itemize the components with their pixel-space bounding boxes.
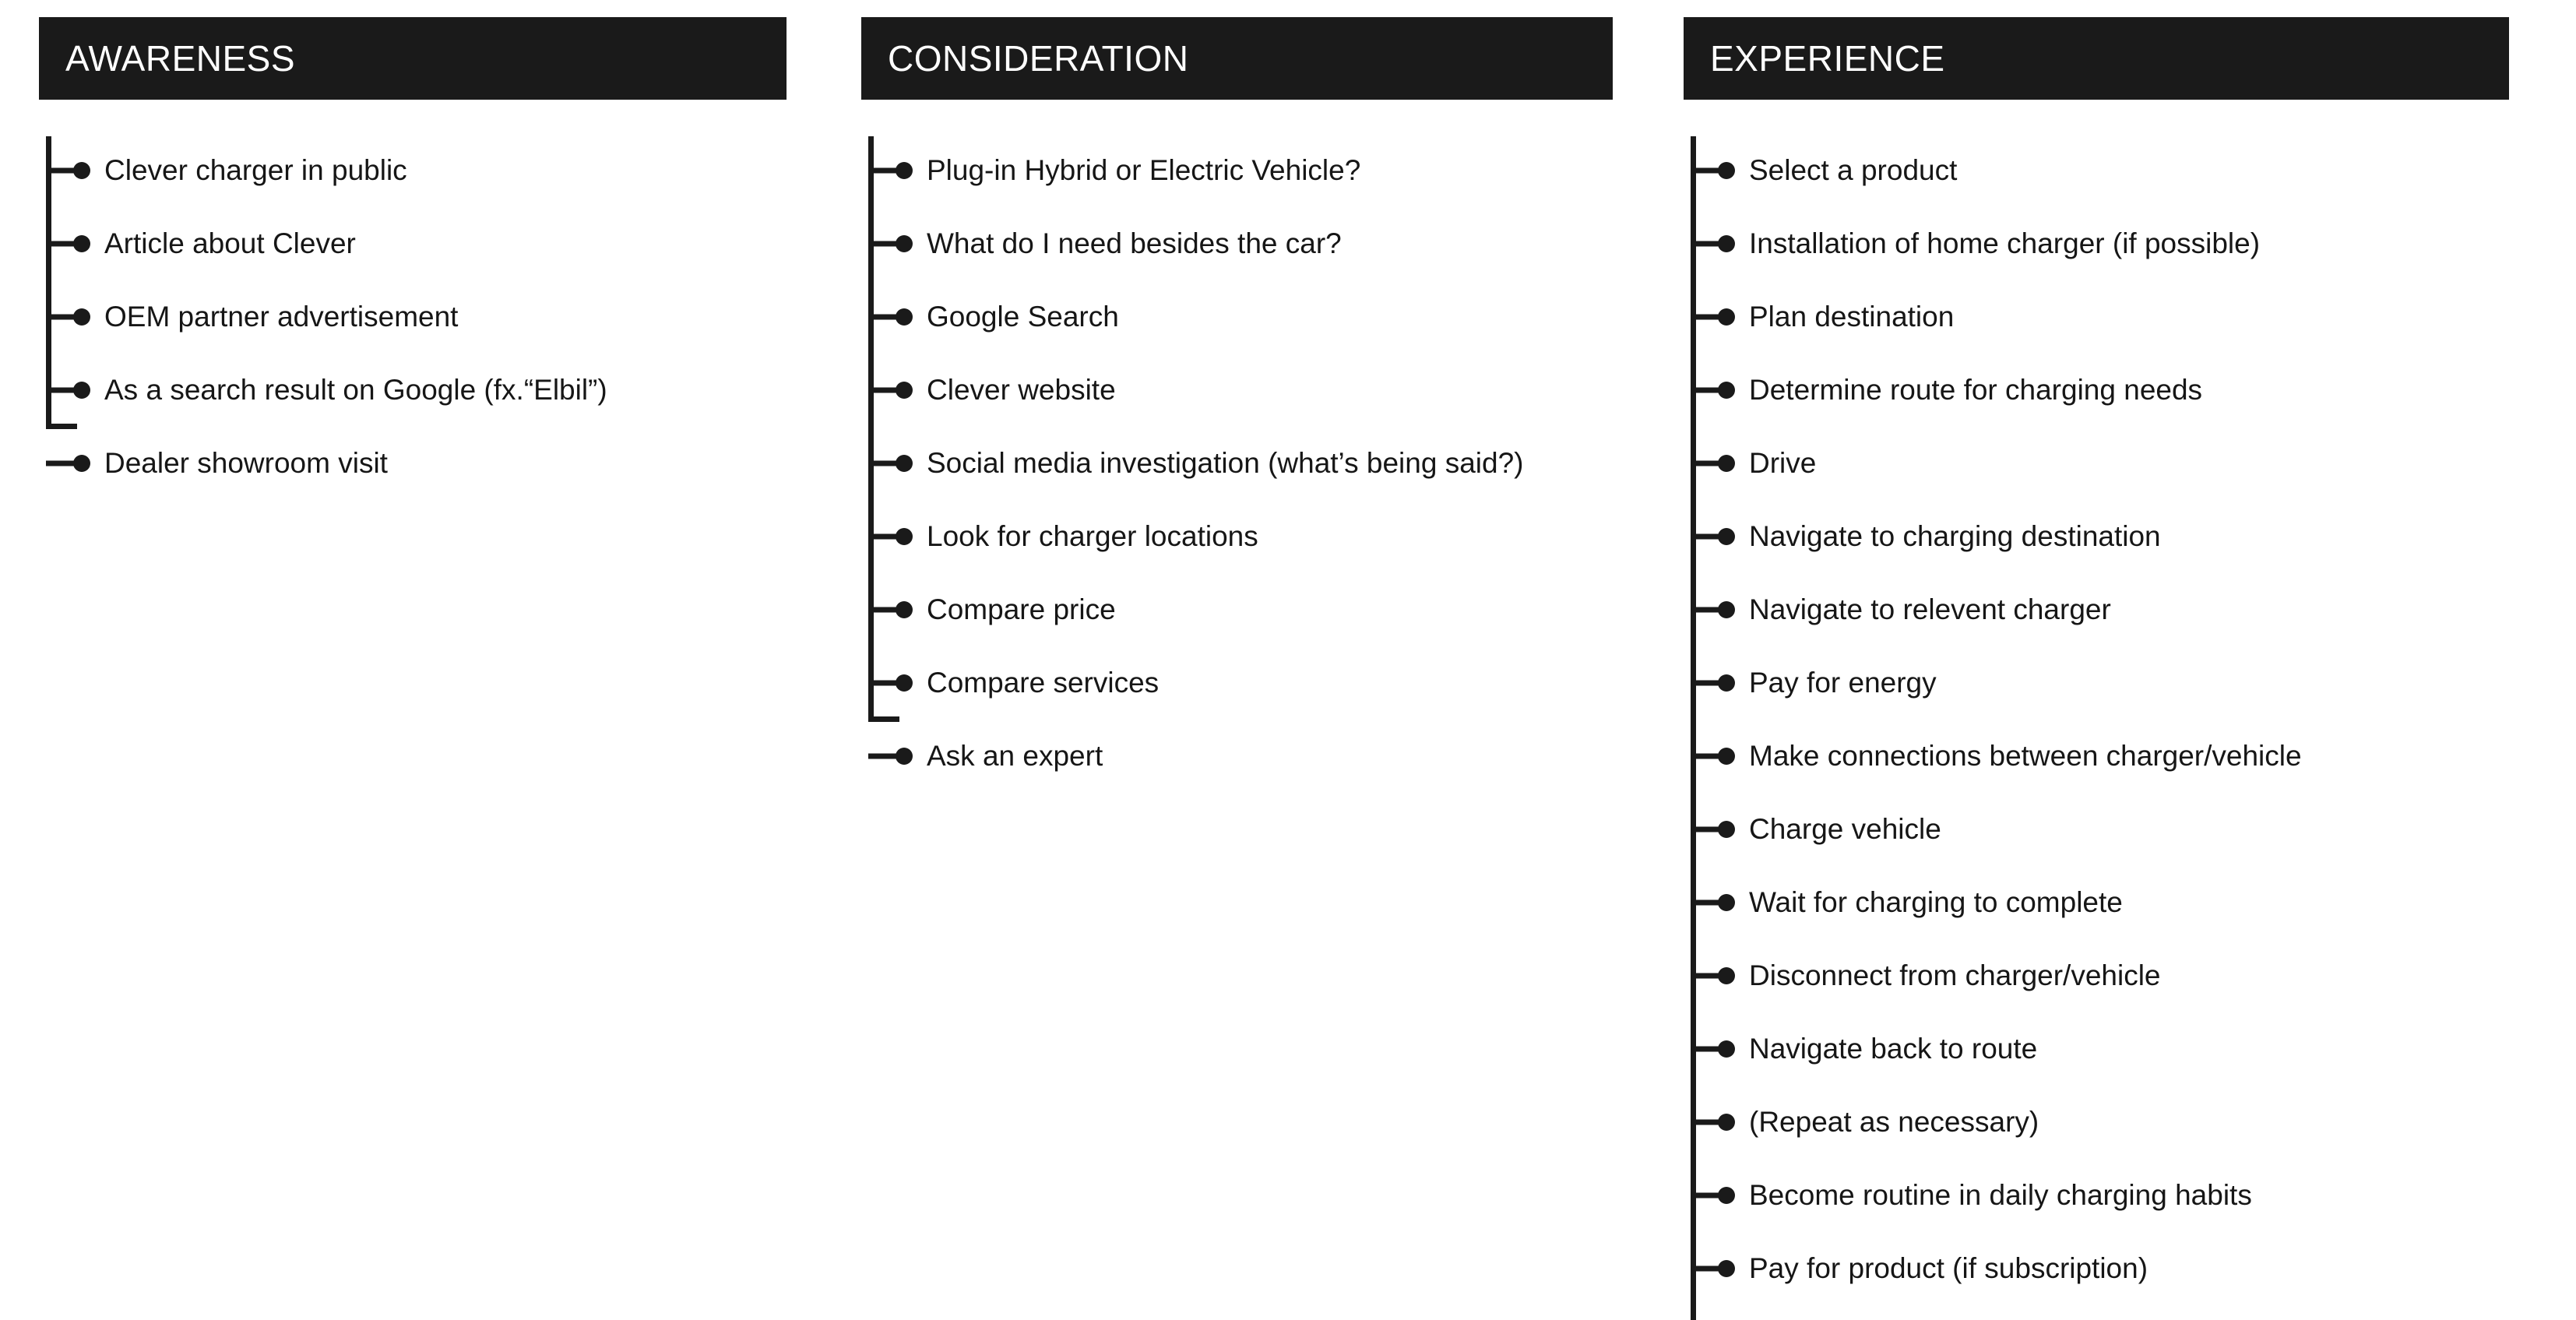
list-item[interactable] [1684,134,2431,207]
bullet-dot-icon [896,382,913,399]
list-item-label: Social media investigation (what’s being said?) [927,446,1524,479]
bullet-dot-icon [1718,1187,1735,1204]
phase-body-experience [1684,100,2431,1305]
list-item[interactable] [1684,427,2431,500]
phase-title: CONSIDERATION [888,38,1189,79]
phase-item-list [861,134,1609,793]
list-item[interactable] [861,427,1609,500]
list-item-label: Charge vehicle [1749,812,1941,845]
list-item-label: (Repeat as necessary) [1749,1105,2039,1138]
list-item[interactable] [861,500,1609,573]
bullet-dot-icon [896,162,913,179]
list-item-label: Plan destination [1749,300,1955,333]
bullet-dot-icon [1718,308,1735,326]
list-item-label: Compare services [927,666,1160,699]
phase-item-list [39,134,787,500]
list-item[interactable] [39,354,787,427]
bullet-dot-icon [1718,1260,1735,1277]
phase-column-consideration [861,17,1609,793]
list-item[interactable] [1684,573,2431,646]
list-item-label: As a search result on Google (fx.“Elbil”) [104,373,607,406]
phase-header-awareness [39,17,787,100]
bullet-dot-icon [896,528,913,545]
bullet-dot-icon [896,601,913,618]
list-item-label: Installation of home charger (if possible) [1749,227,2261,259]
bullet-dot-icon [1718,162,1735,179]
list-item[interactable] [861,720,1609,793]
list-item[interactable] [1684,207,2431,280]
list-item-label: Pay for energy [1749,666,1937,699]
list-item-label: Dealer showroom visit [104,446,388,479]
bullet-dot-icon [1718,1114,1735,1131]
list-item-label: Compare price [927,593,1116,625]
list-item-label: Ask an expert [927,739,1103,772]
list-item[interactable] [39,207,787,280]
list-item-label: Select a product [1749,153,1958,186]
list-item[interactable] [1684,280,2431,354]
bullet-dot-icon [1718,967,1735,984]
list-item-label: Make connections between charger/vehicle [1749,739,2302,772]
list-item-label: Clever charger in public [104,153,407,186]
bullet-dot-icon [1718,1040,1735,1058]
list-item[interactable] [861,280,1609,354]
list-item[interactable] [1684,939,2431,1012]
list-item-label: Google Search [927,300,1119,333]
phase-item-list [1684,134,2431,1305]
list-item-label: Pay for product (if subscription) [1749,1251,2148,1284]
bullet-dot-icon [73,382,90,399]
list-item-label: Clever website [927,373,1116,406]
list-item[interactable] [861,573,1609,646]
bullet-dot-icon [896,455,913,472]
bullet-dot-icon [73,235,90,252]
phase-title: EXPERIENCE [1710,38,1945,79]
list-item[interactable] [1684,793,2431,866]
bullet-dot-icon [896,235,913,252]
list-item[interactable] [39,134,787,207]
bullet-dot-icon [1718,894,1735,911]
bullet-dot-icon [73,308,90,326]
bullet-dot-icon [896,748,913,765]
phase-column-experience [1684,17,2431,1305]
bullet-dot-icon [1718,601,1735,618]
bullet-dot-icon [1718,235,1735,252]
list-item[interactable] [1684,720,2431,793]
bullet-dot-icon [1718,821,1735,838]
list-item[interactable] [39,427,787,500]
list-item-label: Article about Clever [104,227,356,259]
phase-body-awareness [39,100,787,500]
bullet-dot-icon [1718,455,1735,472]
bullet-dot-icon [1718,748,1735,765]
list-item-label: Look for charger locations [927,519,1258,552]
list-item-label: Determine route for charging needs [1749,373,2203,406]
list-item[interactable] [1684,1086,2431,1159]
list-item[interactable] [1684,866,2431,939]
list-item-label: Navigate to charging destination [1749,519,2161,552]
phase-body-consideration [861,100,1609,793]
list-item[interactable] [861,646,1609,720]
list-item[interactable] [1684,1232,2431,1305]
list-item[interactable] [861,354,1609,427]
list-item-label: OEM partner advertisement [104,300,459,333]
list-item[interactable] [39,280,787,354]
list-item[interactable] [861,134,1609,207]
bullet-dot-icon [73,455,90,472]
list-item-label: Become routine in daily charging habits [1749,1178,2252,1211]
bullet-dot-icon [73,162,90,179]
phase-header-experience [1684,17,2509,100]
list-item[interactable] [1684,354,2431,427]
bullet-dot-icon [896,308,913,326]
list-item[interactable] [1684,646,2431,720]
list-item-label: Navigate back to route [1749,1032,2038,1065]
list-item-label: Wait for charging to complete [1749,885,2123,918]
list-item-label: Drive [1749,446,1817,479]
list-item-label: Navigate to relevent charger [1749,593,2111,625]
list-item-label: Disconnect from charger/vehicle [1749,959,2161,991]
list-item[interactable] [1684,1012,2431,1086]
bullet-dot-icon [1718,528,1735,545]
phase-column-awareness [39,17,787,500]
bullet-dot-icon [1718,674,1735,692]
list-item[interactable] [1684,1159,2431,1232]
list-item[interactable] [1684,500,2431,573]
list-item-label: What do I need besides the car? [927,227,1342,259]
phase-header-consideration [861,17,1613,100]
bullet-dot-icon [896,674,913,692]
list-item-label: Plug-in Hybrid or Electric Vehicle? [927,153,1361,186]
list-item[interactable] [861,207,1609,280]
bullet-dot-icon [1718,382,1735,399]
phase-title: AWARENESS [65,38,296,79]
